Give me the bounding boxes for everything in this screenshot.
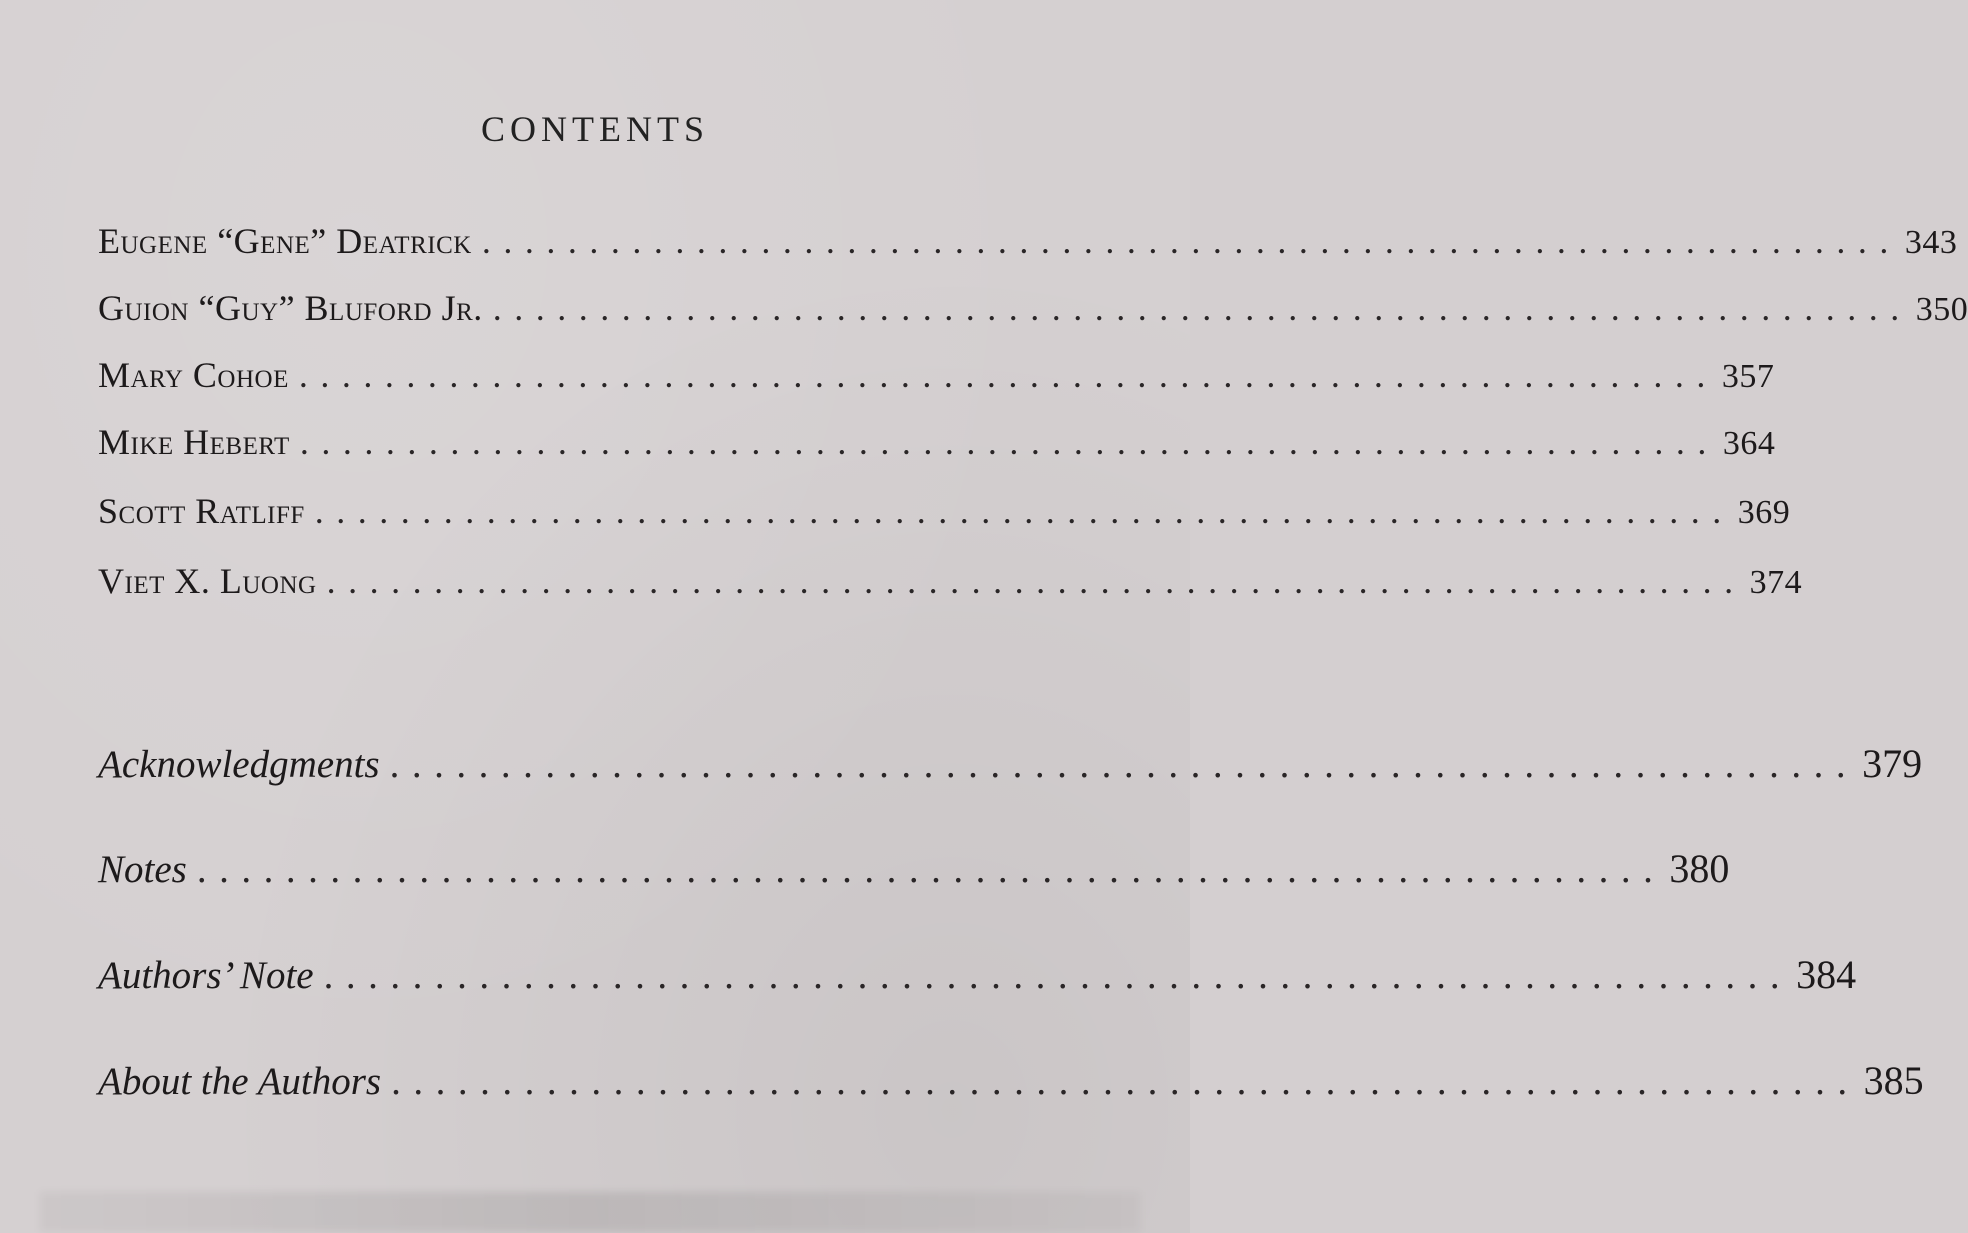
toc-entry-label: Authors’ Note bbox=[98, 954, 314, 997]
toc-entry-label: Notes bbox=[98, 848, 187, 891]
dot-leader: .................................................................. bbox=[492, 288, 1912, 328]
bleed-through-text bbox=[40, 1192, 1140, 1232]
toc-entry bbox=[98, 287, 1968, 329]
dot-leader: .................................................................. bbox=[326, 561, 1746, 601]
toc-entry-label: Viet X. Luong bbox=[98, 561, 317, 601]
dot-leader: .................................................................. bbox=[389, 743, 1859, 786]
toc-entry-label: Acknowledgments bbox=[98, 743, 380, 786]
toc-entry-label: Mary Cohoe bbox=[98, 355, 289, 395]
toc-page-number: 374 bbox=[1749, 564, 1803, 601]
toc-entry bbox=[98, 951, 1857, 998]
toc-page-number: 343 bbox=[1904, 224, 1958, 261]
toc-entry bbox=[98, 1057, 1924, 1104]
toc-entry-label: Guion “Guy” Bluford Jr. bbox=[98, 288, 483, 328]
toc-entry bbox=[98, 220, 1958, 262]
dot-leader: .................................................................. bbox=[391, 1060, 1860, 1103]
toc-entry bbox=[98, 421, 1776, 463]
toc-entry-label: About the Authors bbox=[98, 1060, 382, 1103]
dot-leader: .................................................................. bbox=[196, 848, 1666, 891]
toc-entry-label: Scott Ratliff bbox=[98, 491, 305, 531]
toc-entry-label: Mike Hebert bbox=[98, 422, 290, 462]
dot-leader: .................................................................. bbox=[299, 422, 1719, 462]
toc-page-number: 380 bbox=[1669, 846, 1730, 891]
toc-entry bbox=[98, 490, 1791, 532]
dot-leader: .................................................................. bbox=[481, 221, 1901, 261]
toc-page-number: 384 bbox=[1796, 952, 1857, 997]
toc-entry bbox=[98, 354, 1775, 396]
toc-entry bbox=[98, 740, 1923, 787]
toc-page-number: 357 bbox=[1721, 358, 1775, 395]
toc-entry-label: Eugene “Gene” Deatrick bbox=[98, 221, 472, 261]
toc-page-number: 364 bbox=[1722, 425, 1776, 462]
dot-leader: .................................................................. bbox=[298, 355, 1718, 395]
toc-entry bbox=[98, 560, 1803, 602]
toc-page-number: 379 bbox=[1862, 741, 1923, 786]
toc-entry bbox=[98, 845, 1730, 892]
dot-leader: .................................................................. bbox=[323, 954, 1793, 997]
dot-leader: .................................................................. bbox=[314, 491, 1734, 531]
toc-page-number: 369 bbox=[1737, 494, 1791, 531]
contents-heading: CONTENTS bbox=[481, 109, 709, 149]
toc-page-number: 385 bbox=[1863, 1058, 1924, 1103]
toc-page-number: 350 bbox=[1915, 291, 1968, 328]
